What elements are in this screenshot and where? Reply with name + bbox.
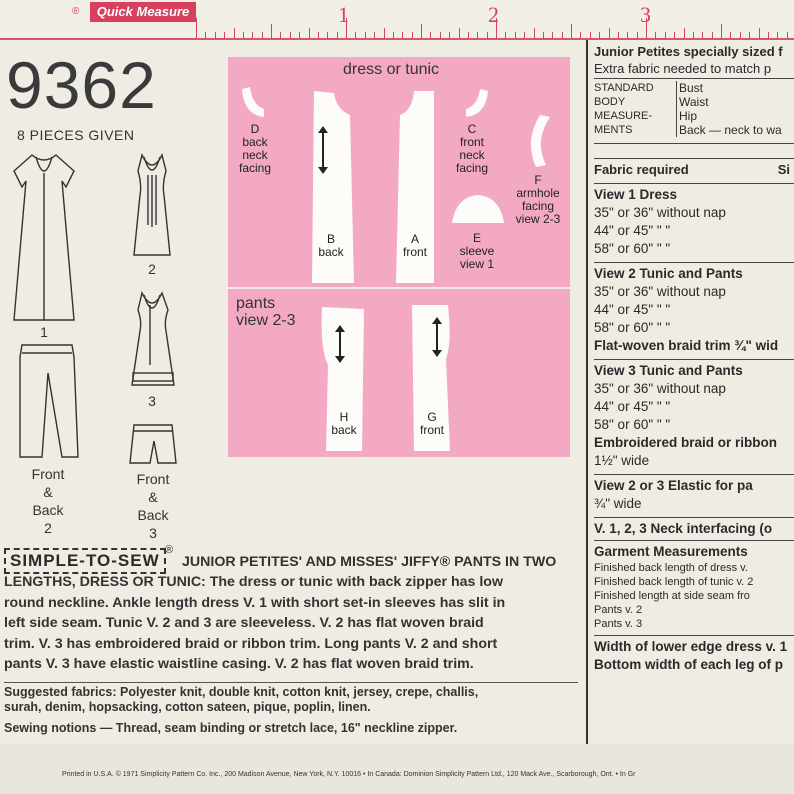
divider	[594, 143, 794, 144]
fb3-line: 3	[149, 525, 157, 541]
ruler-tick	[618, 32, 619, 38]
view3-row: 44" or 45" " "	[594, 399, 671, 414]
piece-c-shape	[462, 87, 490, 121]
ruler-registered-mark: ®	[72, 6, 80, 17]
fb2-line: 2	[44, 520, 52, 536]
grainline-arrow-b	[322, 132, 324, 168]
std-body-line: MEASURE-	[594, 110, 653, 122]
description-line: round neckline. Ankle length dress V. 1 with short set-in sleeves has slit in	[4, 594, 506, 611]
view2-row: 58" or 60" " "	[594, 320, 671, 335]
measuring-ruler	[0, 0, 794, 40]
divider	[594, 158, 794, 159]
ruler-tick	[393, 32, 394, 38]
leg-bottom-width: Bottom width of each leg of p	[594, 657, 783, 672]
neck-interfacing: V. 1, 2, 3 Neck interfacing (o	[594, 521, 773, 536]
divider	[594, 474, 794, 475]
ruler-number-2: 2	[488, 2, 499, 27]
ruler-tick	[421, 24, 422, 38]
fb3-line: Back	[137, 507, 169, 523]
description-line	[4, 552, 574, 572]
ruler-tick	[449, 32, 450, 38]
ruler-tick	[290, 32, 291, 38]
ruler-number-3: 3	[640, 2, 651, 27]
piece-e-shape	[450, 193, 506, 225]
view3-trim: Embroidered braid or ribbon	[594, 435, 778, 450]
size-column-label: Si	[777, 162, 790, 177]
ruler-tick	[524, 32, 525, 38]
measure-hip: Hip	[679, 109, 698, 123]
chart-subheading: Extra fabric needed to match p	[594, 61, 772, 76]
piece-c-text: facing	[455, 161, 489, 175]
elastic-width: ¾" wide	[594, 496, 642, 511]
front-back-3-label	[125, 470, 181, 542]
view2-section	[594, 265, 794, 355]
ruler-tick	[477, 32, 478, 38]
description-line-text: JUNIOR PETITES' AND MISSES' JIFFY® PANTS IN TWO	[182, 554, 557, 570]
elastic-section	[594, 477, 794, 513]
view2-title: View 2 Tunic and Pants	[594, 266, 743, 281]
measure-bust: Bust	[679, 81, 704, 95]
gm-row: Pants v. 3	[594, 618, 643, 630]
piece-g-label	[414, 411, 450, 437]
lower-edge-width: Width of lower edge dress v. 1	[594, 639, 788, 654]
piece-e-text: sleeve	[459, 244, 495, 258]
view2-trim: Flat-woven braid trim ¾" wid	[594, 338, 779, 353]
view3-row: 58" or 60" " "	[594, 417, 671, 432]
ruler-tick	[252, 32, 253, 38]
sewing-notions: Sewing notions — Thread, seam binding or stretch lace, 16" neckline zipper.	[4, 721, 458, 735]
piece-f-letter: F	[534, 173, 542, 187]
ruler-tick	[534, 28, 535, 38]
ruler-tick	[580, 32, 581, 38]
divider	[594, 635, 794, 636]
view1-row: 58" or 60" " "	[594, 241, 671, 256]
divider	[4, 682, 578, 683]
fb3-line: &	[148, 489, 158, 505]
ruler-tick	[552, 32, 553, 38]
ruler-tick	[627, 32, 628, 38]
gm-row: Pants v. 2	[594, 604, 643, 616]
piece-e-letter: E	[472, 231, 481, 245]
ruler-tick	[571, 24, 572, 38]
gm-row: Finished back length of tunic v. 2	[594, 576, 754, 588]
ruler-tick	[721, 24, 722, 38]
ruler-tick	[777, 32, 778, 38]
piece-h-letter: H	[339, 410, 349, 424]
description-line: pants V. 3 have elastic waistline casing. V. 2 has flat woven braid trim.	[4, 656, 474, 673]
piece-c-text: front	[459, 135, 484, 149]
ruler-tick	[730, 32, 731, 38]
measure-back: Back — neck to wa	[679, 123, 782, 137]
description-line: LENGTHS, DRESS OR TUNIC: The dress or tunic with back zipper has low	[4, 574, 503, 591]
ruler-tick	[280, 32, 281, 38]
quick-measure-badge: Quick Measure	[90, 2, 196, 22]
view-label-2: 2	[148, 261, 156, 277]
std-body-label	[594, 81, 676, 137]
view3-section	[594, 362, 794, 470]
body-measurements	[594, 81, 794, 137]
piece-f-text: view 2-3	[515, 212, 561, 226]
ruler-tick	[759, 28, 760, 38]
fb2-line: Front	[31, 466, 65, 482]
ruler-tick	[599, 32, 600, 38]
pattern-number: 9362	[6, 48, 157, 122]
ruler-tick	[318, 32, 319, 38]
piece-d-text: back	[242, 135, 268, 149]
view3-title: View 3 Tunic and Pants	[594, 363, 743, 378]
ruler-tick	[355, 32, 356, 38]
front-back-2-label	[20, 465, 76, 537]
std-body-line: STANDARD	[594, 82, 654, 94]
piece-f-label	[506, 174, 570, 226]
ruler-tick	[196, 18, 197, 38]
ruler-tick	[243, 32, 244, 38]
pattern-description	[4, 552, 574, 674]
piece-g-text: front	[419, 423, 444, 437]
ruler-tick	[215, 32, 216, 38]
simple-to-sew-logo: SIMPLE-TO-SEW	[4, 548, 166, 574]
ruler-tick	[749, 32, 750, 38]
fabric-chart	[594, 44, 794, 674]
ruler-tick	[712, 32, 713, 38]
ruler-tick	[430, 32, 431, 38]
grainline-arrow-h	[339, 331, 341, 357]
view1-row: 35" or 36" without nap	[594, 205, 726, 220]
ruler-tick	[487, 32, 488, 38]
fabric-required-row	[594, 162, 794, 177]
ruler-tick	[271, 24, 272, 38]
piece-b-letter: B	[326, 232, 335, 246]
ruler-tick	[637, 32, 638, 38]
pants-pieces-panel	[228, 289, 570, 457]
ruler-tick	[562, 32, 563, 38]
fb2-line: &	[43, 484, 53, 500]
chart-heading: Junior Petites specially sized f	[594, 44, 783, 59]
view-label-1: 1	[40, 324, 48, 340]
piece-h-text: back	[331, 423, 357, 437]
piece-e-text: view 1	[459, 257, 494, 271]
ruler-tick	[693, 32, 694, 38]
ruler-tick	[674, 32, 675, 38]
piece-f-shape	[524, 113, 554, 169]
divider	[594, 359, 794, 360]
piece-e-label	[454, 232, 500, 271]
piece-d-letter: D	[250, 122, 260, 136]
ruler-tick	[515, 32, 516, 38]
measure-list	[676, 81, 782, 137]
ruler-tick	[787, 32, 788, 38]
description-line: trim. V. 3 has embroidered braid or ribbon trim. Long pants V. 2 and short	[4, 635, 498, 652]
dress-pieces-panel	[228, 57, 570, 287]
piece-g-letter: G	[427, 410, 437, 424]
piece-a-letter: A	[410, 232, 419, 246]
suggested-fabrics	[4, 685, 578, 715]
elastic-title: View 2 or 3 Elastic for pa	[594, 478, 753, 493]
piece-c-letter: C	[467, 122, 477, 136]
dress-panel-title: dress or tunic	[343, 61, 440, 78]
ruler-tick	[768, 32, 769, 38]
column-divider	[586, 40, 588, 744]
view3-trim-width: 1½" wide	[594, 453, 650, 468]
gm-row: Finished back length of dress v.	[594, 562, 748, 574]
ruler-tick	[402, 32, 403, 38]
piece-f-text: armhole	[516, 186, 560, 200]
ruler-tick	[740, 32, 741, 38]
view2-row: 44" or 45" " "	[594, 302, 671, 317]
pants-title-line: pants	[236, 295, 276, 312]
ruler-tick	[384, 28, 385, 38]
divider	[594, 183, 794, 184]
ruler-tick	[440, 32, 441, 38]
ruler-tick	[468, 32, 469, 38]
view1-row: 44" or 45" " "	[594, 223, 671, 238]
ruler-tick	[412, 32, 413, 38]
divider	[594, 517, 794, 518]
bottom-margin	[0, 744, 794, 794]
garment-measurements-list	[594, 561, 794, 631]
piece-a-text: front	[402, 245, 427, 259]
fb2-line: Back	[32, 502, 64, 518]
garment-measurements-title: Garment Measurements	[594, 544, 748, 559]
ruler-tick	[684, 28, 685, 38]
piece-d-text: neck	[242, 148, 268, 162]
view-label-3: 3	[148, 393, 156, 409]
pants-panel-title	[236, 295, 296, 329]
piece-c-label	[450, 123, 494, 175]
simple-to-sew-reg: ®	[165, 544, 174, 556]
ruler-tick	[309, 28, 310, 38]
gm-row: Finished length at side seam fro	[594, 590, 750, 602]
divider	[594, 262, 794, 263]
piece-c-text: neck	[459, 148, 485, 162]
measure-waist: Waist	[679, 95, 709, 109]
ruler-tick	[262, 32, 263, 38]
ruler-tick	[665, 32, 666, 38]
description-line: left side seam. Tunic V. 2 and 3 are sleeveless. V. 2 has flat woven braid	[4, 615, 484, 632]
ruler-tick	[655, 32, 656, 38]
divider	[594, 540, 794, 541]
piece-b-text: back	[318, 245, 344, 259]
ruler-tick	[327, 32, 328, 38]
std-body-line: MENTS	[594, 124, 633, 136]
ruler-tick	[234, 28, 235, 38]
ruler-tick	[590, 32, 591, 38]
view3-row: 35" or 36" without nap	[594, 381, 726, 396]
ruler-tick	[337, 32, 338, 38]
std-body-line: BODY	[594, 96, 626, 108]
fabrics-line: surah, denim, hopsacking, cotton sateen, pique, poplin, linen.	[4, 700, 371, 714]
ruler-tick	[374, 32, 375, 38]
piece-f-text: facing	[521, 199, 555, 213]
piece-b-label	[313, 233, 349, 259]
ruler-tick	[205, 32, 206, 38]
ruler-tick	[702, 32, 703, 38]
ruler-tick	[299, 32, 300, 38]
piece-h-label	[326, 411, 362, 437]
piece-d-shape	[238, 85, 268, 121]
ruler-tick	[543, 32, 544, 38]
pants-title-line: view 2-3	[236, 312, 296, 329]
copyright-footer: Printed in U.S.A. © 1971 Simplicity Pattern Co. Inc., 200 Madison Avenue, New York, N.Y. 10016 • In Canada: Dominion Simplicity Pattern Ltd., 120 Mack Ave., Scarborough, Ont. • In Gr	[62, 771, 636, 778]
pieces-given: 8 PIECES GIVEN	[17, 127, 135, 143]
ruler-tick	[505, 32, 506, 38]
fabric-required-label: Fabric required	[594, 162, 689, 177]
view1-section	[594, 186, 794, 258]
grainline-arrow-g	[436, 323, 438, 351]
view1-title: View 1 Dress	[594, 187, 678, 202]
piece-d-label	[234, 123, 276, 175]
ruler-tick	[365, 32, 366, 38]
ruler-tick	[609, 28, 610, 38]
piece-a-label	[400, 233, 430, 259]
divider	[594, 78, 794, 79]
ruler-number-1: 1	[338, 2, 349, 27]
fb3-line: Front	[136, 471, 170, 487]
piece-d-text: facing	[238, 161, 272, 175]
view2-row: 35" or 36" without nap	[594, 284, 726, 299]
fabrics-line: Suggested fabrics: Polyester knit, double knit, cotton knit, jersey, crepe, challis,	[4, 685, 479, 699]
ruler-tick	[224, 32, 225, 38]
ruler-tick	[459, 28, 460, 38]
